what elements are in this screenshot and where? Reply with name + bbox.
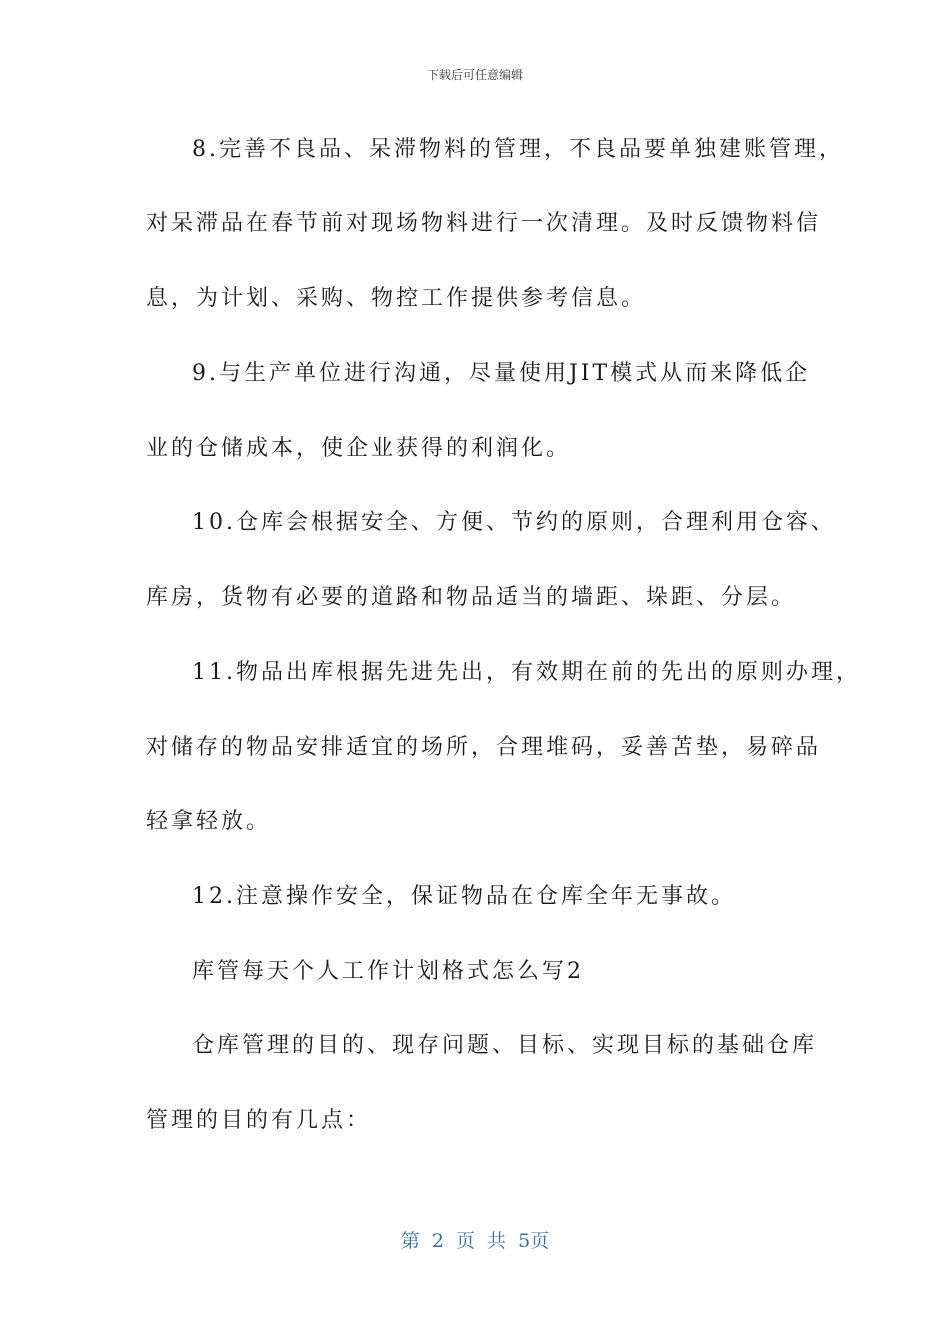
page-number: 第 2 页 共 5页 — [400, 1230, 550, 1252]
paragraph-line: 库房，货物有必要的道路和物品适当的墙距、垛距、分层。 — [146, 585, 797, 610]
paragraph-line: 10.仓库会根据安全、方便、节约的原则，合理利用仓容、 — [192, 510, 836, 535]
paragraph-line: 12.注意操作安全，保证物品在仓库全年无事故。 — [192, 884, 736, 909]
paragraph-line: 对储存的物品安排适宜的场所，合理堆码，妥善苫垫，易碎品 — [146, 735, 822, 760]
paragraph-line: 管理的目的有几点： — [146, 1108, 372, 1133]
paragraph-line: 息，为计划、采购、物控工作提供参考信息。 — [146, 286, 647, 311]
paragraph-line: 8.完善不良品、呆滞物料的管理，不良品要单独建账管理， — [192, 137, 844, 162]
paragraph-line: 仓库管理的目的、现存问题、目标、实现目标的基础仓库 — [192, 1033, 818, 1058]
paragraph-line: 轻拿轻放。 — [146, 809, 272, 834]
paragraph-line: 对呆滞品在春节前对现场物料进行一次清理。及时反馈物料信 — [146, 211, 822, 236]
paragraph-line: 9.与生产单位进行沟通，尽量使用JIT模式从而来降低企 — [192, 361, 811, 386]
section-heading: 库管每天个人工作计划格式怎么写2 — [192, 959, 584, 984]
page-header: 下载后可任意编辑 — [426, 68, 523, 82]
paragraph-line: 业的仓储成本，使企业获得的利润化。 — [146, 436, 572, 461]
paragraph-line: 11.物品出库根据先进先出，有效期在前的先出的原则办理， — [192, 660, 861, 685]
